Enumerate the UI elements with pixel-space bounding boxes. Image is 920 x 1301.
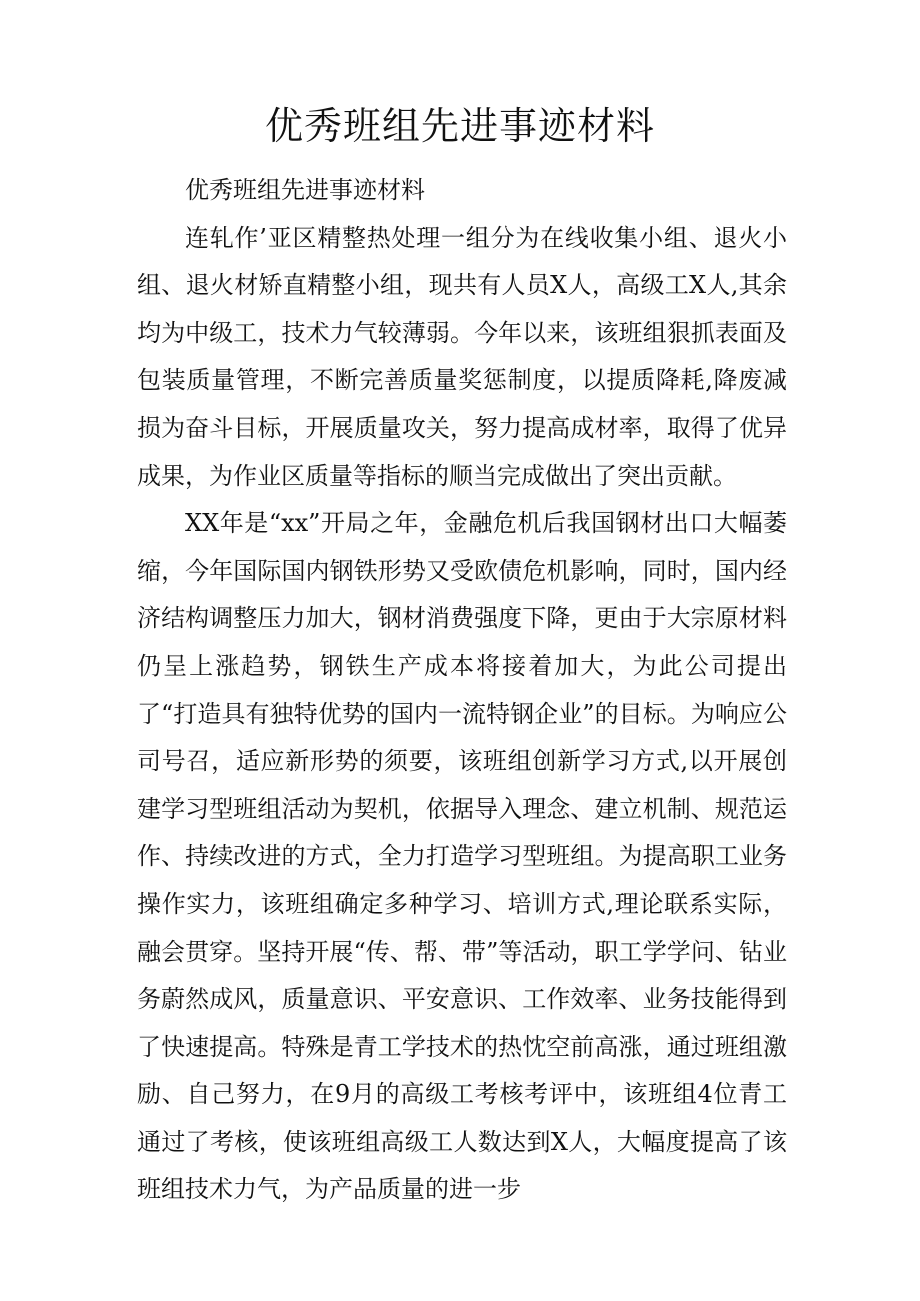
document-body [137, 167, 787, 1214]
body-paragraph-main: XX年是“xx”开局之年，金融危机后我国钢材出口大幅萎缩，今年国际国内钢铁形势又受欧债危机影响，同时，国内经济结构调整压力加大，钢材消费强度下降，更由于大宗原材料仍呈上涨趋势，钢铁生产成本将接着加大，为此公司提出了“打造具有独特优势的国内一流特钢企业”的目标。为响应公司号召，适应新形势的须要，该班组创新学习方式,以开展创建学习型班组活动为契机，依据导入理念、建立机制、规范运作、持续改进的方式，全力打造学习型班组。为提高职工业务操作实力，该班组确定多种学习、培训方式,理论联系实际，融会贯穿。坚持开展“传、帮、带”等活动，职工学学问、钻业务蔚然成风，质量意识、平安意识、工作效率、业务技能得到了快速提高。特殊是青工学技术的热忱空前高涨，通过班组激励、自己努力，在9月的高级工考核考评中，该班组4位青工通过了考核，使该班组高级工人数达到X人，大幅度提高了该班组技术力气，为产品质量的进一步 [137, 509, 787, 1204]
document-title: 优秀班组先进事迹材料 [264, 104, 655, 148]
subtitle-paragraph: 优秀班组先进事迹材料 [185, 176, 425, 204]
body-paragraph-intro: 连轧作’亚区精整热处理一组分为在线收集小组、退火小组、退火材矫直精整小组，现共有人员X人，高级工X人,其余均为中级工，技术力气较薄弱。今年以来，该班组狠抓表面及包装质量管理，不断完善质量奖惩制度，以提质降耗,降废减损为奋斗目标，开展质量攻关，努力提高成材率，取得了优异成果，为作业区质量等指标的顺当完成做出了突出贡献。 [137, 223, 787, 490]
